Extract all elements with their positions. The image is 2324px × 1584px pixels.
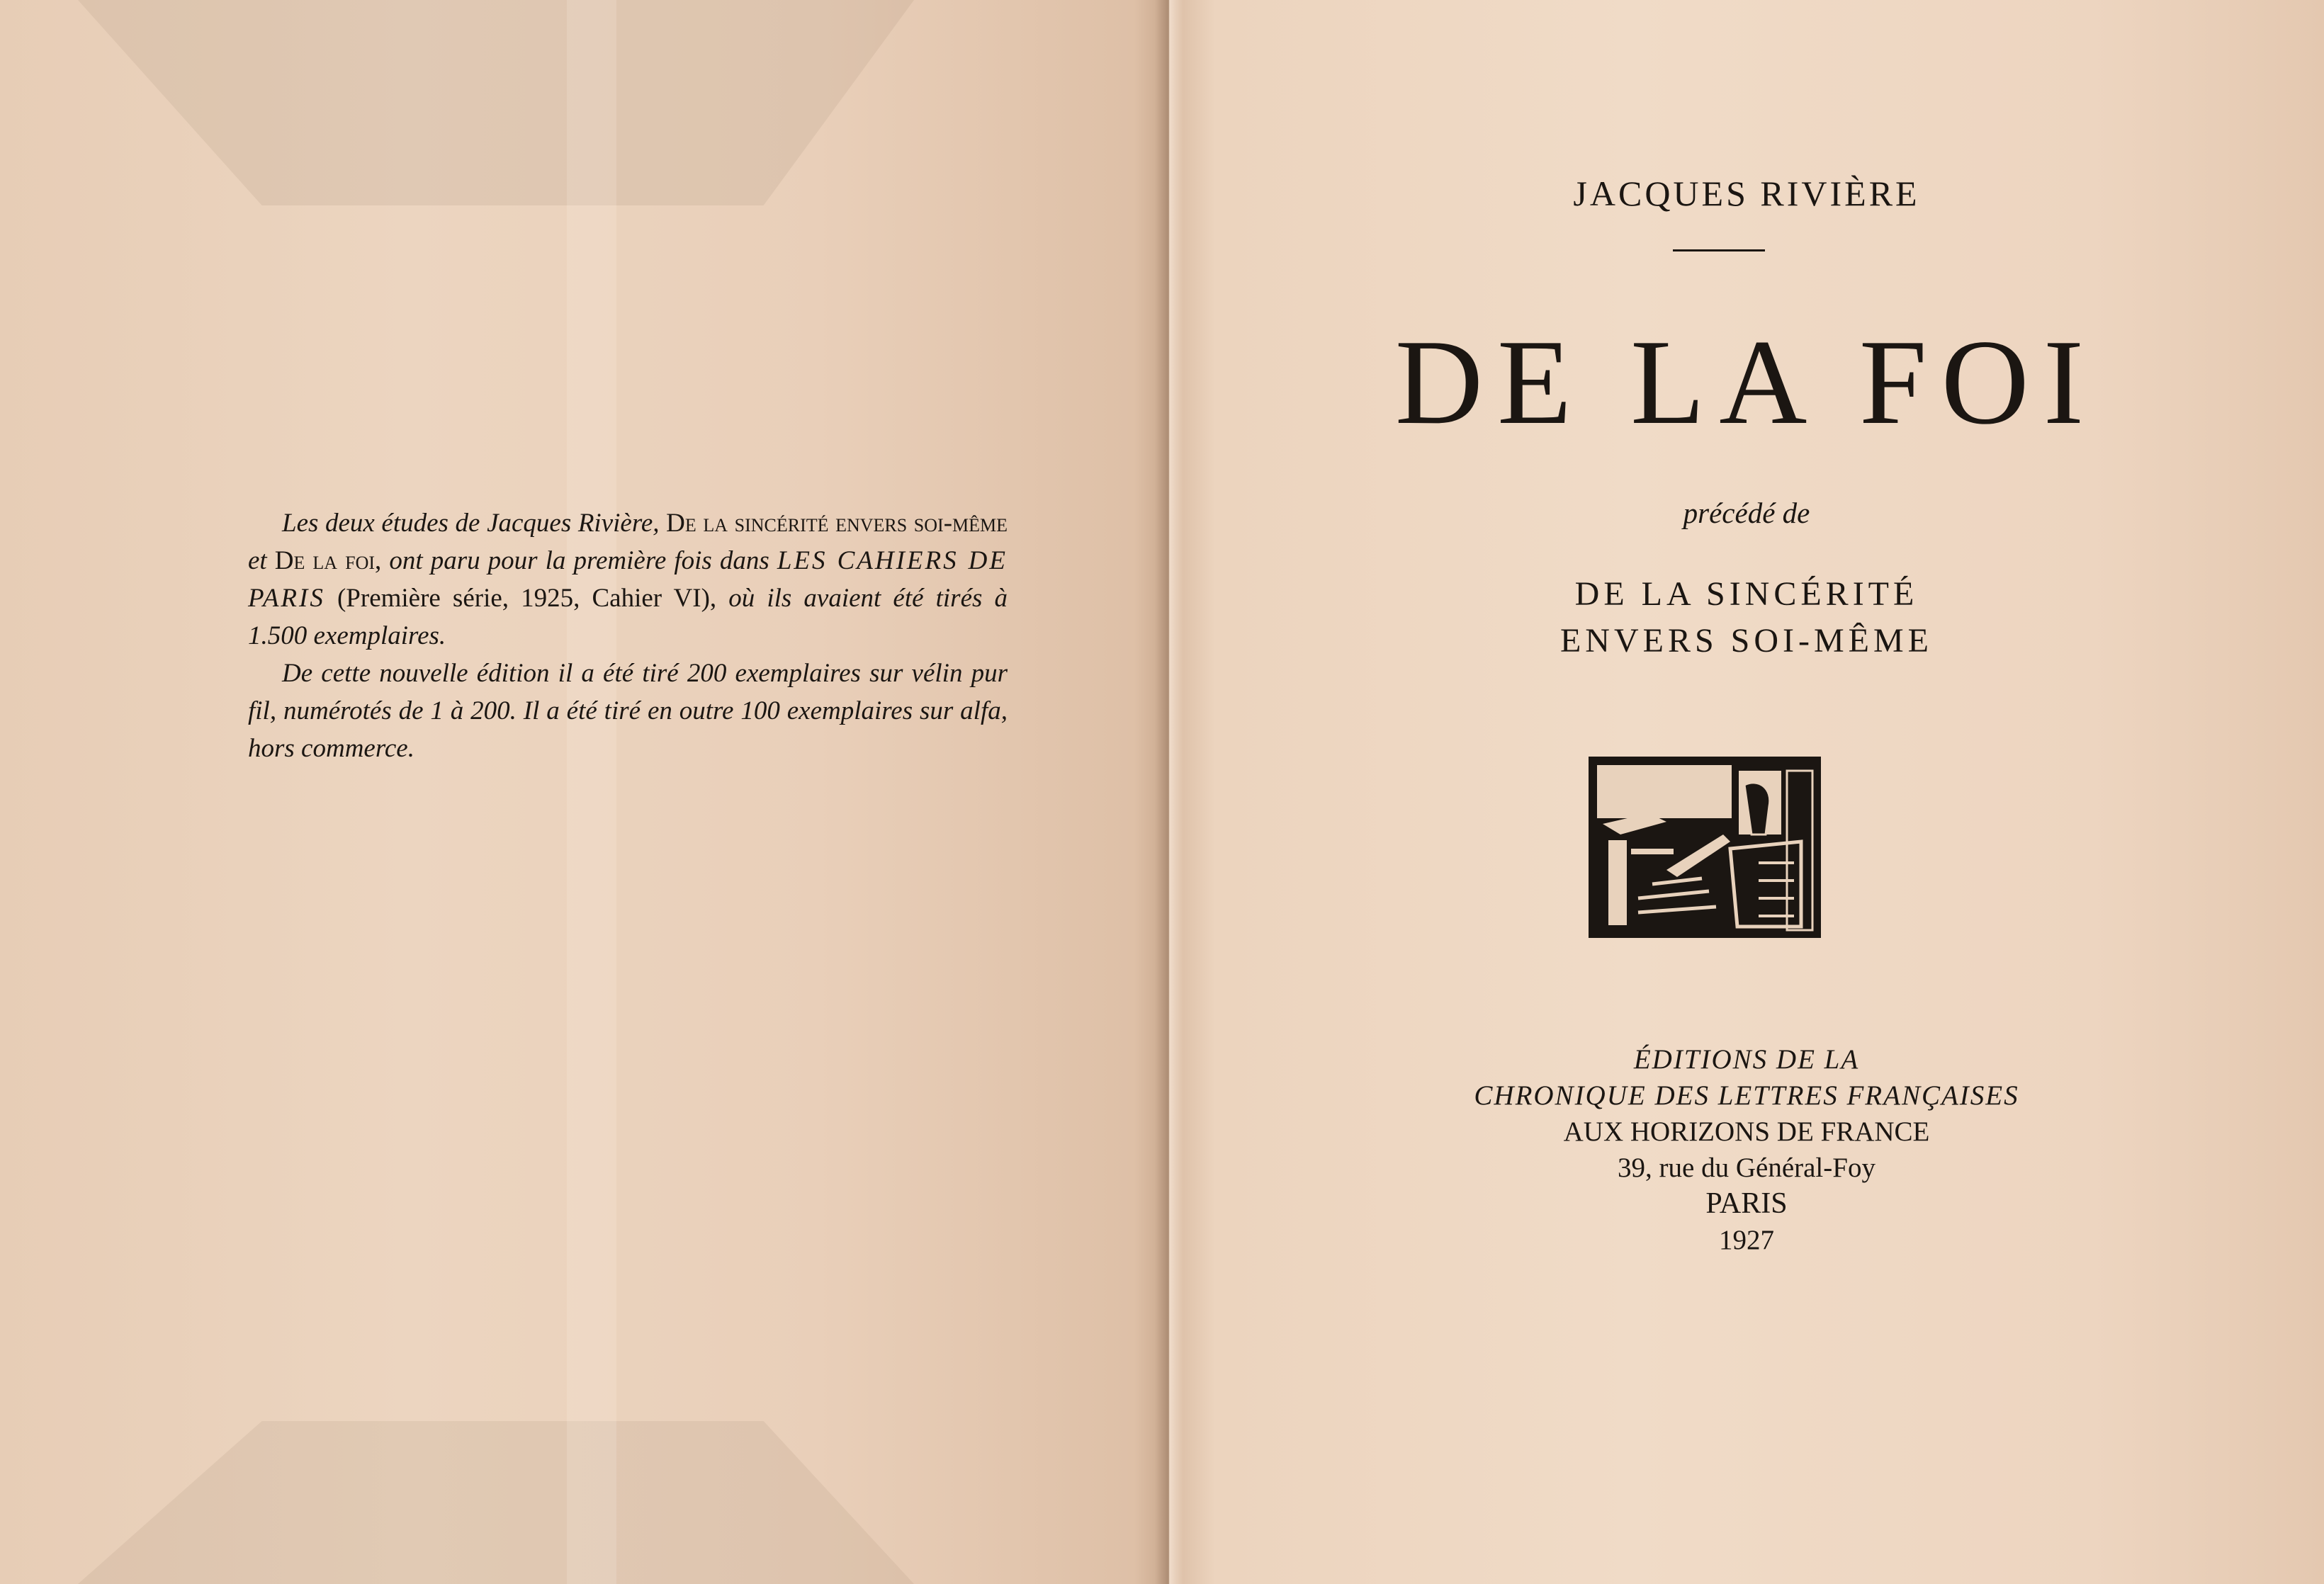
colophon-work-title: De la sincérité envers soi-même bbox=[666, 509, 1008, 538]
publisher-address: 39, rue du Général-Foy bbox=[1618, 1153, 1875, 1183]
colophon-text: et bbox=[248, 546, 267, 575]
colophon-paragraph-1 bbox=[248, 504, 1008, 655]
title-page bbox=[1169, 0, 2324, 1584]
paper-strip bbox=[567, 0, 616, 1584]
colophon-journal-title: LES CAHIERS DE PARIS bbox=[248, 546, 1008, 613]
colophon-text: Les deux études de Jacques Rivière, bbox=[282, 509, 660, 538]
subtitle bbox=[1169, 571, 2324, 664]
colophon-note bbox=[248, 504, 1008, 767]
title-rule bbox=[1673, 249, 1765, 251]
subtitle-line-2: ENVERS SOI-MÊME bbox=[1559, 622, 1933, 660]
publisher-city: PARIS bbox=[1705, 1187, 1788, 1220]
colophon-paragraph-2: De cette nouvelle édition il a été tiré 200 exemplaires sur vélin pur fil, numérotés de 1 à 200. Il a été tiré en outre 100 exemplaires sur alfa, hors commerce. bbox=[248, 659, 1008, 763]
book-title: DE LA FOI bbox=[1394, 315, 2099, 450]
woodcut-illustration-icon bbox=[1589, 757, 1821, 938]
offset-mark-top bbox=[78, 0, 914, 205]
colophon-text: ont paru pour la première fois dans bbox=[389, 546, 769, 575]
colophon-text: où ils avaient été tirés à 1.500 exemplaires. bbox=[248, 584, 1008, 650]
publication-year: 1927 bbox=[1719, 1225, 1774, 1255]
colophon-work-title: De la foi, bbox=[274, 546, 382, 575]
subtitle-line-1: DE LA SINCÉRITÉ bbox=[1574, 575, 1919, 613]
publisher-line-3: AUX HORIZONS DE FRANCE bbox=[1563, 1116, 1930, 1147]
preceded-by: précédé de bbox=[1683, 497, 1810, 529]
publisher-line-1: ÉDITIONS DE LA bbox=[1633, 1044, 1860, 1075]
colophon-text: (Première série, 1925, Cahier VI), bbox=[337, 584, 717, 613]
publisher-block bbox=[1169, 1041, 2324, 1258]
author-name: JACQUES RIVIÈRE bbox=[1573, 174, 1920, 213]
publisher-line-2: CHRONIQUE DES LETTRES FRANÇAISES bbox=[1474, 1080, 2019, 1111]
offset-mark-bottom bbox=[78, 1421, 914, 1584]
book-gutter bbox=[1155, 0, 1183, 1584]
